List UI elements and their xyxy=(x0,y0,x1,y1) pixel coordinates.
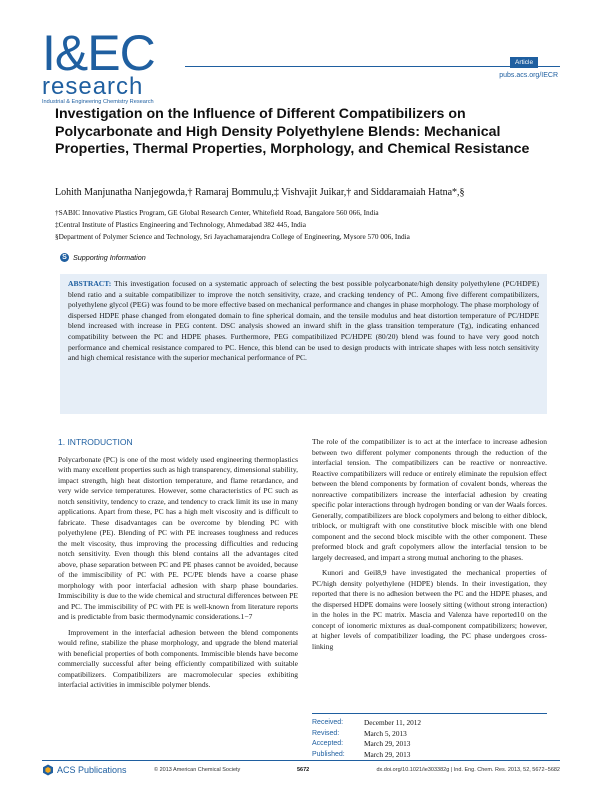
date-row xyxy=(312,739,547,750)
publisher-name: ACS Publications xyxy=(57,765,127,775)
affiliation-3: §Department of Polymer Science and Technology, Sri Jayachamarajendra College of Engineering, Mysore 570 006, India xyxy=(55,232,410,241)
date-label: Published: xyxy=(312,750,345,758)
date-row xyxy=(312,718,547,729)
page-number: 5672 xyxy=(297,767,310,773)
date-row xyxy=(312,729,547,740)
abstract-text: This investigation focused on a systematic approach of selecting the best possible polycarbonate/high density polyethylene (PC/HDPE) blend ratio and a suitable compatibilizer to improve the notch sensitivity, craze, and cracking tendency of PC. Among five different compatibilizers, polyethylene glycol (PEG) was found to be more effective based on mechanical performance and changes in phase morphology. The phase morphology of dispersed HDPE phase changed from elongated domain to fine spherical domain, and the tensile modulus and heat distortion temperature of PC/HDPE blend increased with increase in PEG content. DSC analysis showed an inward shift in the glass transition temperature (Tg), indicating enhanced compatibility between the PC and HDPE phases. Furthermore, PEG compatibilized PC/HDPE (80/20) blend was found to have very good notch performance and chemical resistance compared to PC. Hence, this blend can be used to design products with intricate shapes with less notch sensitivity and high chemical resistance with the superior mechanical performance of PC. xyxy=(68,279,539,363)
supporting-information-link[interactable] xyxy=(60,253,146,262)
section-heading-introduction: 1. INTRODUCTION xyxy=(58,437,133,447)
body-paragraph: Improvement in the interfacial adhesion between the blend components would refine, stabilize the phase morphology, and upgrade the blend material with beneficial properties of both components. Immiscible blends have become commercially successful after being efficiently compatibilized with suitable compatibilizers. Compatibilizers are macromolecular species exhibiting interfacial activities in immiscible polymer blends. xyxy=(58,627,298,689)
affiliation-2: ‡Central Institute of Plastics Engineering and Technology, Ahmedabad 382 445, India xyxy=(55,220,306,229)
acs-publications-logo xyxy=(42,764,127,776)
abstract-box xyxy=(60,274,547,414)
journal-url-link[interactable]: pubs.acs.org/IECR xyxy=(499,72,558,79)
publication-dates xyxy=(312,713,547,760)
logo-sub: research xyxy=(42,73,144,100)
date-label: Revised: xyxy=(312,729,340,737)
author-list: Lohith Manjunatha Nanjegowda,† Ramaraj Bommulu,‡ Vishvajit Juikar,† and Siddaramaiah Hatna*,§ xyxy=(55,187,465,198)
supporting-info-label: Supporting Information xyxy=(73,253,146,262)
date-value: March 29, 2013 xyxy=(364,739,411,748)
doi-citation-link[interactable]: dx.doi.org/10.1021/ie303382g | Ind. Eng. Chem. Res. 2013, 52, 5672−5682 xyxy=(376,767,560,773)
paper-title: Investigation on the Influence of Different Compatibilizers on Polycarbonate and High Density Polyethylene Blends: Mechanical Properties, Thermal Properties, Morphology, and Chemical Resistance xyxy=(55,106,530,157)
right-column xyxy=(312,437,547,657)
body-paragraph: Kunori and Geil8,9 have investigated the mechanical properties of PC/high density polyethylene (HDPE) blends. In their investigation, they reported that there is no adhesion between the PC and the HDPE phases, and the dispersed HDPE domains were loosely sitting (without strong interaction) in the holes in the PC matrix. Mascia and Valenza have reported10 on the concept of ionomeric mixtures as dual-component compatibilizers; however, at higher levels of compatibilizer loading, the PC phase undergoes cross-linking xyxy=(312,568,547,651)
date-row xyxy=(312,750,547,761)
logo-main: I&EC xyxy=(42,25,155,81)
journal-logo xyxy=(42,25,172,105)
date-label: Accepted: xyxy=(312,740,344,747)
copyright-notice: © 2013 American Chemical Society xyxy=(154,767,241,773)
body-paragraph: The role of the compatibilizer is to act at the interface to increase adhesion between two different polymer components through the reduction of the interfacial tension. The compatibilizers can be reactive or nonreactive. Reactive compatibilizers will reduce or entirely eliminate the repulsion effect between the blend components by formation of covalent bonds, whereas the nonreactive compatibilizers increase the interfacial adhesion by creating specific polar interactions through hydrogen bonding or van der Waals forces. Generally, compatibilizers are block copolymers and belong to either diblock, triblock, or multigraft with one constitutive block miscible with one blend component and the second block miscible with the other component. These preformed block and graft copolymers allow the interfacial tension to be largely decreased, and impart a strong mutual anchoring to the phases. xyxy=(312,437,547,562)
footer-rule xyxy=(42,760,560,761)
date-value: March 29, 2013 xyxy=(364,749,411,759)
article-badge: Article xyxy=(510,57,538,68)
page-footer xyxy=(42,764,560,778)
affiliation-1: †SABIC Innovative Plastics Program, GE Global Research Center, Whitefield Road, Bangalore 560 066, India xyxy=(55,208,379,217)
body-paragraph: Polycarbonate (PC) is one of the most widely used engineering thermoplastics with many excellent properties such as high transparency, dimensional stability, impact strength, high heat distortion temperature, and flame retardance, and very wide service temperatures. However, some characteristics of PC such as notch sensitivity, tendency to craze, and tendency to crack limit its use in many applications. Apart from these, PC has a high melt viscosity and is difficult to fabricate. These disadvantages can be overcome by blending PC with polyethylene (PE). Blending of PC with PE increases toughness and reduces the melt viscosity, thus improving the processing difficulties and reducing notch sensitivity. Even though this blend contains all the advantages cited above, phase separation between PC and PE phases cannot be avoided, because of the immiscibility of PC with PE. PC/PE blends have a coarse phase morphology with poor interfacial adhesion with sharp phase boundaries. Immiscibility is due to the wide chemical and structural differences between PE and PC. The immiscibility of PC with PE is well-known from literature reports and is predictable from basic thermodynamic considerations.1−7 xyxy=(58,454,298,621)
date-value: March 5, 2013 xyxy=(364,728,407,738)
logo-tagline: Industrial & Engineering Chemistry Research xyxy=(42,99,154,105)
acs-hexagon-icon xyxy=(42,764,54,776)
date-value: December 11, 2012 xyxy=(364,718,422,727)
supporting-info-icon: S xyxy=(60,253,69,262)
header-rule xyxy=(185,66,560,67)
left-column xyxy=(58,437,298,696)
date-label: Received: xyxy=(312,719,344,726)
abstract-label: ABSTRACT: xyxy=(68,279,112,288)
